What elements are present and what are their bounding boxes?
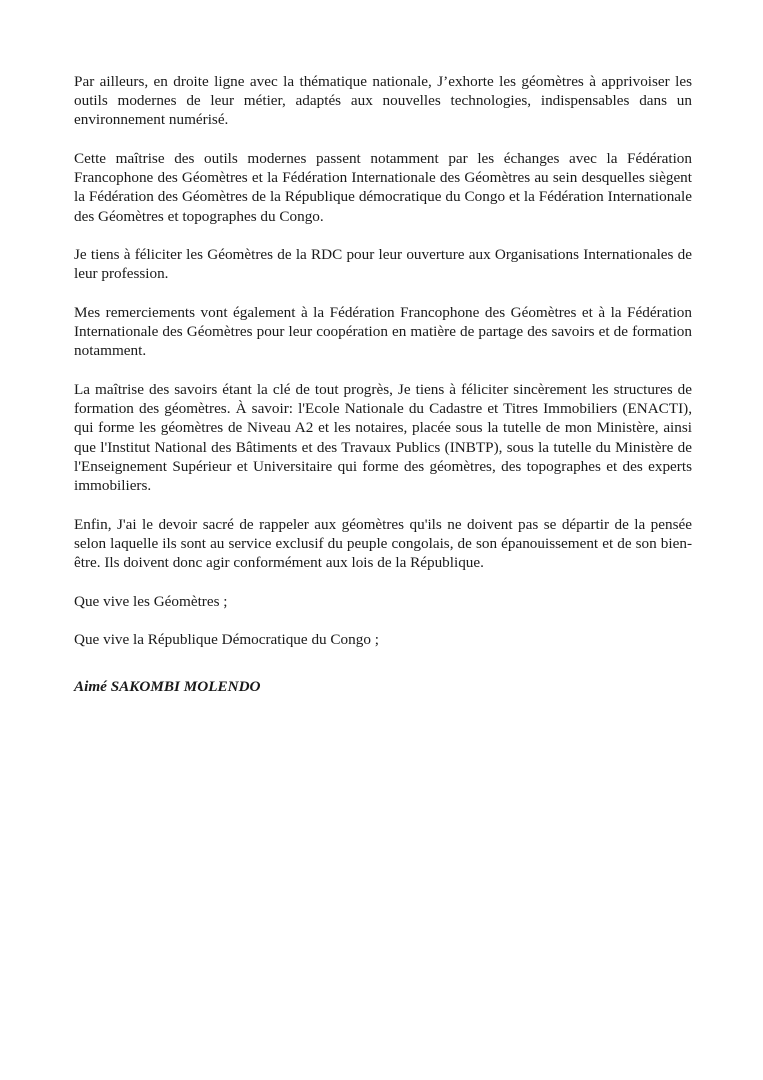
paragraph-training-structures: La maîtrise des savoirs étant la clé de tout progrès, Je tiens à féliciter sincèrement les structures de formation des géomètres. À savoir: l'Ecole Nationale du Cadastre et Titres Immobiliers (ENACTI), qui forme les géomètres de Niveau A2 et les notaires, placée sous la tutelle de mon Ministère, ainsi que l'Institut National des Bâtiments et des Travaux Publics (INBTP), sous la tutelle du Ministère de l'Enseignement Supérieur et Universitaire qui forme des géomètres, des topographes et des experts immobiliers. — [74, 381, 692, 495]
paragraph-congratulations: Je tiens à féliciter les Géomètres de la RDC pour leur ouverture aux Organisations Internationales de leur profession. — [74, 246, 692, 283]
paragraph-duty: Enfin, J'ai le devoir sacré de rappeler aux géomètres qu'ils ne doivent pas se départir de la pensée selon laquelle ils sont au service exclusif du peuple congolais, de son épanouissement et de son bien-être. Ils doivent donc agir conformément aux lois de la République. — [74, 515, 692, 572]
signature-name: Aimé SAKOMBI MOLENDO — [74, 678, 261, 696]
paragraph-digital-tools: Par ailleurs, en droite ligne avec la thématique nationale, J’exhorte les géomètres à apprivoiser les outils modernes de leur métier, adaptés aux nouvelles technologies, indispensables dans un environnement numérisé. — [74, 73, 692, 129]
paragraph-federations: Cette maîtrise des outils modernes passent notamment par les échanges avec la Fédération Francophone des Géomètres et la Fédération Internationale des Géomètres au sein desquelles siègent la Fédération des Géomètres de la République démocratique du Congo et la Fédération Internationale des Géomètres et topographes du Congo. — [74, 150, 692, 225]
closing-line-geometers: Que vive les Géomètres ; — [74, 592, 228, 610]
closing-line-republic: Que vive la République Démocratique du Congo ; — [74, 631, 379, 649]
document-body — [74, 72, 692, 697]
paragraph-thanks: Mes remerciements vont également à la Fédération Francophone des Géomètres et à la Fédération Internationale des Géomètres pour leur coopération en matière de partage des savoirs et de formation notamment. — [74, 304, 692, 360]
